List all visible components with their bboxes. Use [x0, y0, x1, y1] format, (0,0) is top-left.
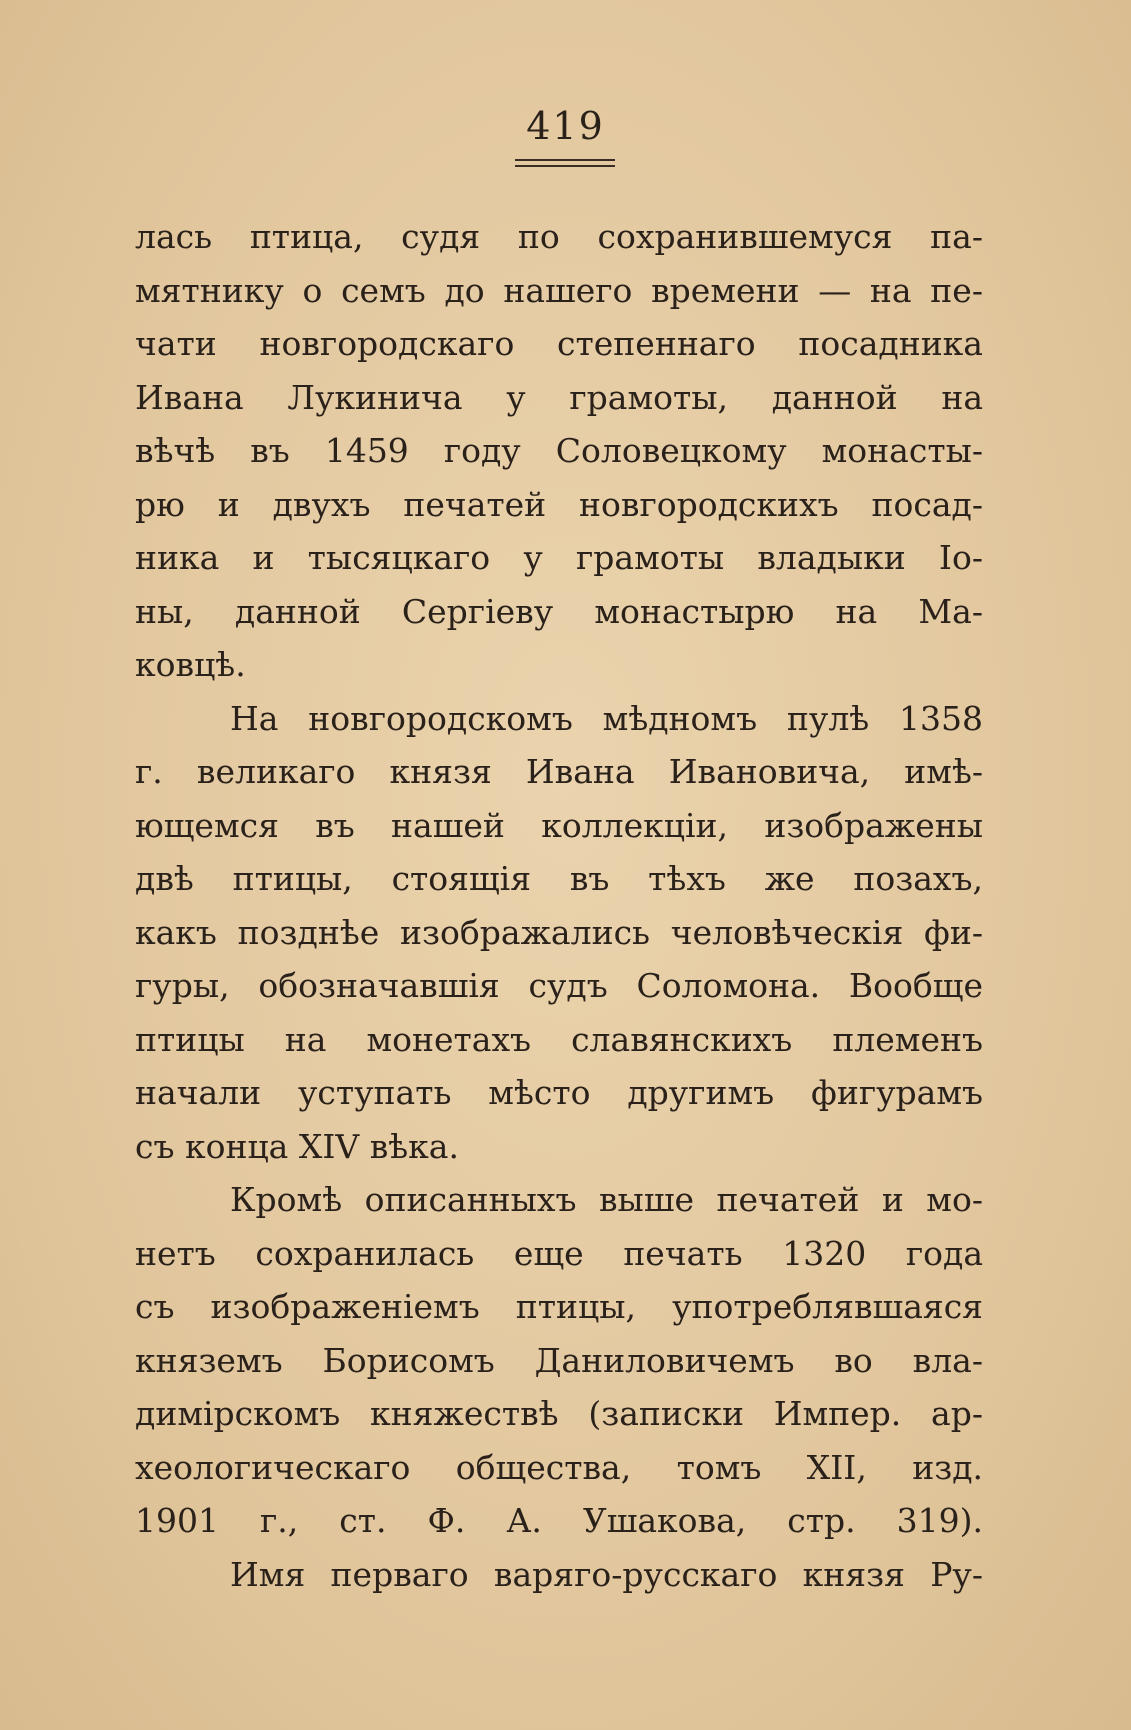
paragraph-start-line: На новгородскомъ мѣдномъ пулѣ 1358 — [230, 698, 983, 738]
page-number-underline-top — [515, 159, 615, 161]
text-line: лась птица, судя по сохранившемуся па- — [135, 217, 983, 256]
page-number-underline-bottom — [515, 165, 615, 167]
text-line: гуры, обозначавшія судъ Соломона. Вообще — [135, 966, 983, 1005]
text-line: какъ позднѣе изображались человѣческія фи- — [135, 912, 983, 952]
text-line: начали уступать мѣсто другимъ фигурамъ — [135, 1073, 983, 1112]
body-text — [135, 210, 983, 1601]
paragraph-start-line: Имя перваго варяго-русскаго князя Ру- — [230, 1554, 983, 1594]
page-number: 419 — [526, 104, 605, 148]
text-line: двѣ птицы, стоящія въ тѣхъ же позахъ, — [135, 859, 983, 898]
text-line: ны, данной Сергіеву монастырю на Ма- — [135, 591, 983, 631]
text-line: хеологическаго общества, томъ XII, изд. — [135, 1447, 983, 1487]
text-line: рю и двухъ печатей новгородскихъ посад- — [135, 484, 983, 524]
text-line: Ивана Лукинича у грамоты, данной на — [135, 377, 983, 417]
text-line: ющемся въ нашей коллекціи, изображены — [135, 805, 983, 845]
text-line: ковцѣ. — [135, 645, 246, 684]
text-line: димірскомъ княжествѣ (записки Импер. ар- — [135, 1394, 983, 1433]
text-line: княземъ Борисомъ Даниловичемъ во вла- — [135, 1340, 983, 1380]
text-line: вѣчѣ въ 1459 году Соловецкому монасты- — [135, 431, 983, 470]
paragraph-start-line: Кромѣ описанныхъ выше печатей и мо- — [230, 1180, 983, 1219]
text-line: съ конца XIV вѣка. — [135, 1126, 459, 1166]
text-line: г. великаго князя Ивана Ивановича, имѣ- — [135, 752, 983, 791]
text-line: ника и тысяцкаго у грамоты владыки Іо- — [135, 538, 983, 577]
text-line: чати новгородскаго степеннаго посадника — [135, 324, 983, 363]
text-line: нетъ сохранилась еще печать 1320 года — [135, 1233, 983, 1273]
text-line: птицы на монетахъ славянскихъ племенъ — [135, 1019, 983, 1059]
text-line: съ изображеніемъ птицы, употреблявшаяся — [135, 1287, 983, 1326]
text-line: мятнику о семъ до нашего времени — на пе- — [135, 270, 983, 310]
text-line: 1901 г., ст. Ф. А. Ушакова, стр. 319). — [135, 1501, 983, 1540]
